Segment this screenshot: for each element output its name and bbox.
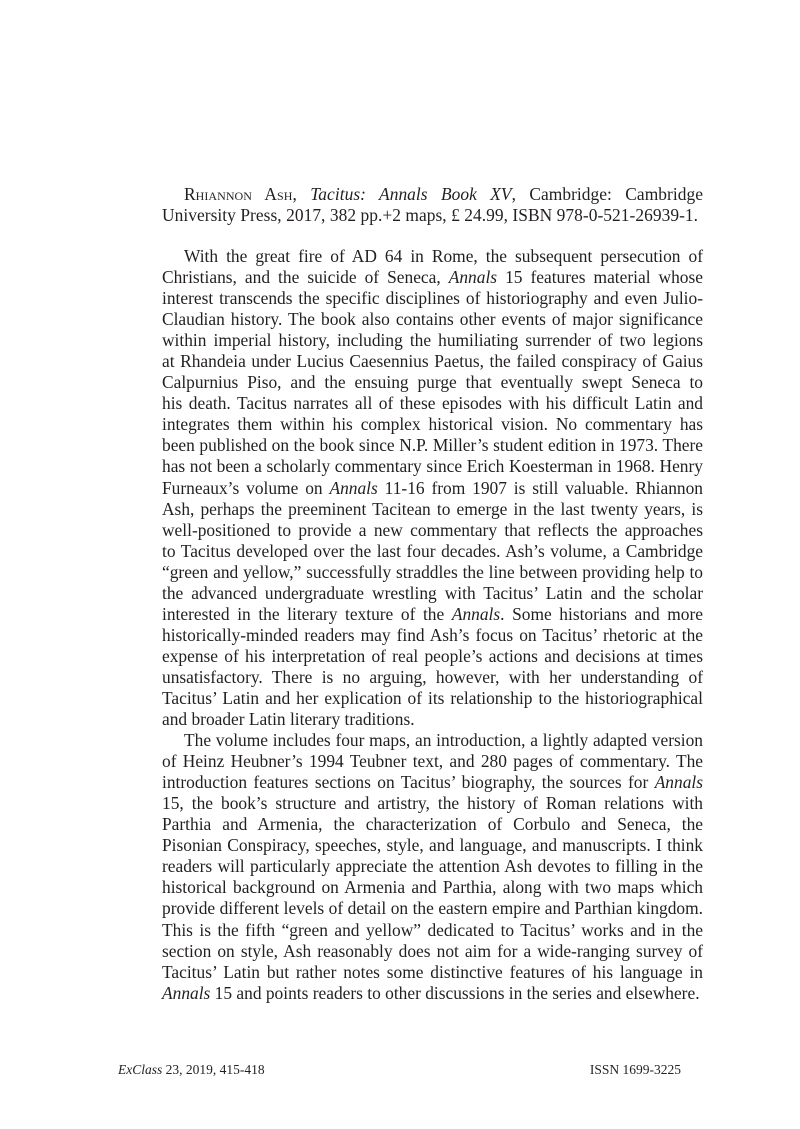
text-line: 15, the book’s structure and artistry, the history of Roman relations with — [162, 793, 703, 814]
text-line: integrates them within his complex historical vision. No commentary has — [162, 414, 703, 435]
page-footer — [118, 1062, 681, 1078]
body-paragraph-1 — [118, 246, 703, 730]
journal-name: ExClass — [118, 1062, 163, 1077]
italic-title: Annals — [448, 267, 498, 288]
italic-title: Annals — [329, 477, 378, 498]
text-line: unsatisfactory. There is no arguing, however, with her understanding of — [162, 666, 703, 687]
text-line: Claudian history. The book also contains other events of major significance — [162, 309, 703, 330]
text-line: Annals 15 and points readers to other discussions in the series and elsewhere. — [162, 982, 700, 1003]
text-line: Christians, and the suicide of Seneca, Annals 15 features material whose — [162, 267, 703, 288]
header-line-1: Rhiannon Ash, Tacitus: Annals Book XV, Cambridge: Cambridge — [184, 184, 704, 204]
text-line: within imperial history, including the humiliating surrender of two legions — [162, 330, 703, 351]
text-line: provide different levels of detail on the eastern empire and Parthian kingdom. — [162, 898, 703, 919]
book-title: Tacitus: Annals Book XV — [310, 184, 512, 204]
text-line: Tacitus’ Latin and her explication of its relationship to the historiographical — [162, 687, 703, 708]
text-line: interest transcends the specific disciplines of historiography and even Julio- — [162, 288, 703, 309]
text-line: Calpurnius Piso, and the ensuing purge that eventually swept Seneca to — [162, 372, 703, 393]
text-line: well-positioned to provide a new commentary that reflects the approaches — [162, 519, 703, 540]
text-line: historically-minded readers may find Ash’s focus on Tacitus’ rhetoric at the — [162, 624, 703, 645]
text-line: to Tacitus developed over the last four decades. Ash’s volume, a Cambridge — [162, 540, 703, 561]
text-line: the advanced undergraduate wrestling with Tacitus’ Latin and the scholar — [162, 582, 703, 603]
italic-title: Annals — [162, 982, 211, 1003]
body-paragraph-2 — [118, 730, 703, 1004]
text-line: introduction features sections on Tacitus’ biography, the sources for Annals — [162, 772, 703, 793]
italic-title: Annals — [654, 772, 703, 793]
text-line: and broader Latin literary traditions. — [162, 709, 415, 730]
text-line: his death. Tacitus narrates all of these episodes with his difficult Latin and — [162, 393, 703, 414]
text-line: at Rhandeia under Lucius Caesennius Paetus, the failed conspiracy of Gaius — [162, 351, 703, 372]
text-line: “green and yellow,” successfully straddles the line between providing help to — [162, 561, 703, 582]
text-line: of Heinz Heubner’s 1994 Teubner text, and 280 pages of commentary. The — [162, 751, 703, 772]
text-line: With the great fire of AD 64 in Rome, the subsequent persecution of — [184, 246, 703, 266]
text-line: has not been a scholarly commentary since Erich Koesterman in 1968. Henry — [162, 456, 703, 477]
issn: ISSN 1699-3225 — [589, 1062, 681, 1077]
header-line-2 — [118, 205, 699, 226]
text-line: section on style, Ash reasonably does not aim for a wide-ranging survey of — [162, 940, 703, 961]
review-bibliographic-header — [118, 184, 704, 226]
text-line: readers will particularly appreciate the attention Ash devotes to filling in the — [162, 856, 703, 877]
text-line: Parthia and Armenia, the characterization of Corbulo and Seneca, the — [162, 814, 703, 835]
text-line: This is the fifth “green and yellow” dedicated to Tacitus’ works and in the — [162, 919, 703, 940]
text-line: The volume includes four maps, an introduction, a lightly adapted version — [184, 730, 703, 751]
publication-details: University Press, 2017, 382 pp.+2 maps, £ 24.99, ISBN 978-0-521-26939-1. — [162, 205, 699, 225]
review-page — [118, 184, 704, 1004]
text-line: Furneaux’s volume on Annals 11-16 from 1907 is still valuable. Rhiannon — [162, 477, 703, 498]
text-line: been published on the book since N.P. Miller’s student edition in 1973. There — [162, 435, 703, 456]
text-line: historical background on Armenia and Parthia, along with two maps which — [162, 877, 703, 898]
text-line: Pisonian Conspiracy, speeches, style, and language, and manuscripts. I think — [162, 835, 703, 856]
text-line: Ash, perhaps the preeminent Tacitean to emerge in the last twenty years, is — [162, 498, 703, 519]
text-line: Tacitus’ Latin but rather notes some distinctive features of his language in — [162, 961, 703, 982]
text-line: expense of his interpretation of real people’s actions and decisions at times — [162, 645, 703, 666]
author-name: Rhiannon Ash — [184, 184, 293, 204]
text-line: interested in the literary texture of the Annals. Some historians and more — [162, 603, 703, 624]
italic-title: Annals — [451, 603, 501, 624]
journal-citation: ExClass 23, 2019, 415-418 — [118, 1062, 265, 1077]
